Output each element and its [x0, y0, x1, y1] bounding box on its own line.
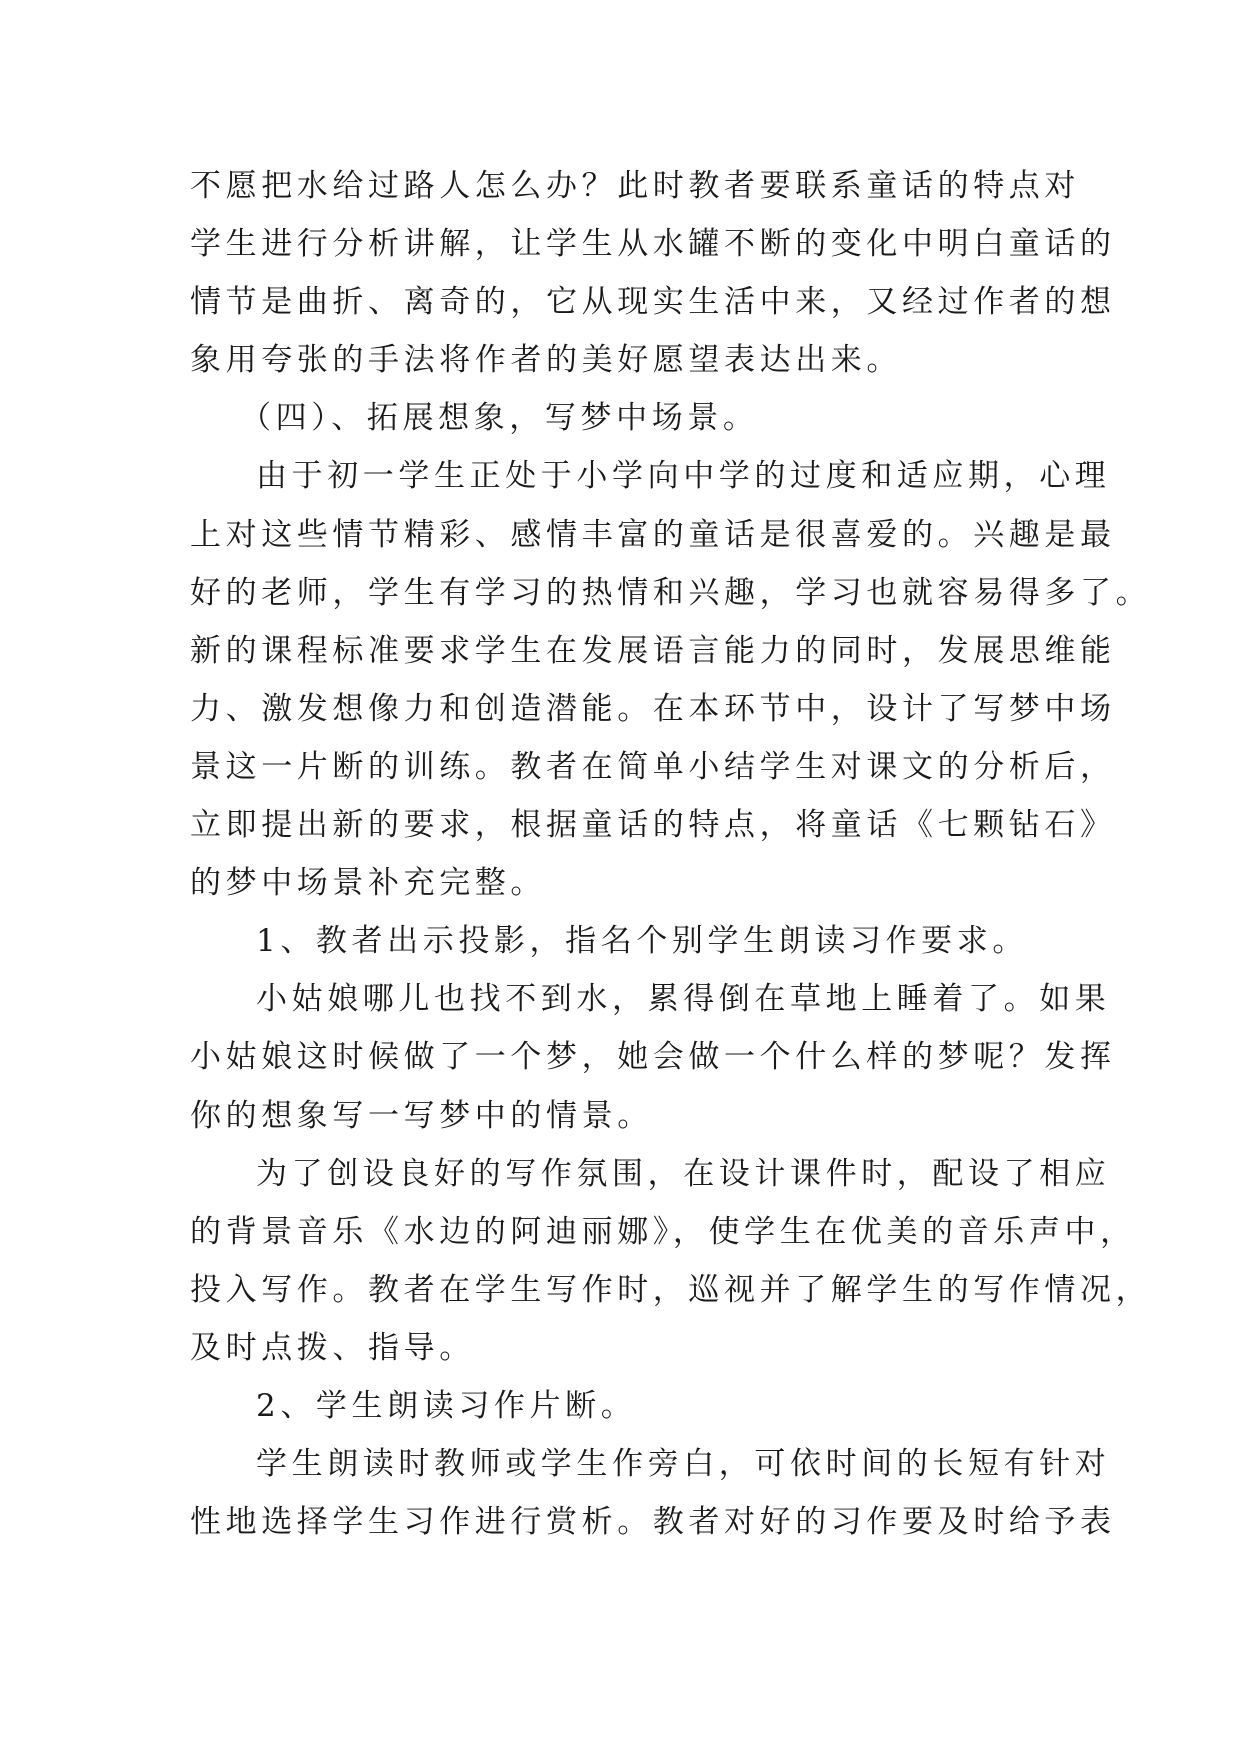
paragraph-start: 学生朗读时教师或学生作旁白，可依时间的长短有针对 [256, 1446, 1111, 1483]
text-line: 不愿把水给过路人怎么办？此时教者要联系童话的特点对 [190, 168, 1080, 204]
text-line: 力、激发想像力和创造潜能。在本环节中，设计了写梦中场 [190, 690, 1116, 727]
body-text [190, 157, 1152, 1551]
text-line: 好的老师，学生有学习的热情和兴趣，学习也就容易得多了。 [190, 574, 1152, 611]
text-line: 性地选择学生习作进行赏析。教者对好的习作要及时给予表 [190, 1504, 1116, 1541]
text-line: 新的课程标准要求学生在发展语言能力的同时，发展思维能 [190, 632, 1116, 669]
section-heading: （四）、拓展想象，写梦中场景。 [240, 400, 759, 437]
text-line: 情节是曲折、离奇的，它从现实生活中来，又经过作者的想 [190, 284, 1116, 321]
text-line: 立即提出新的要求，根据童话的特点，将童话《七颗钻石》 [190, 807, 1116, 844]
text-line: 学生进行分析讲解，让学生从水罐不断的变化中明白童话的 [190, 226, 1116, 263]
text-line: 的梦中场景补充完整。 [190, 865, 546, 902]
text-line: 你的想象写一写梦中的情景。 [190, 1097, 653, 1134]
list-item: 1、教者出示投影，指名个别学生朗读习作要求。 [256, 923, 1028, 960]
text-line: 景这一片断的训练。教者在简单小结学生对课文的分析后， [190, 748, 1116, 785]
text-line: 上对这些情节精彩、感情丰富的童话是很喜爱的。兴趣是最 [190, 516, 1116, 553]
list-item: 2、学生朗读习作片断。 [256, 1387, 637, 1424]
paragraph-start: 小姑娘哪儿也找不到水，累得倒在草地上睡着了。如果 [256, 981, 1111, 1018]
text-line: 的背景音乐《水边的阿迪丽娜》，使学生在优美的音乐声中， [190, 1213, 1136, 1250]
text-line: 投入写作。教者在学生写作时，巡视并了解学生的写作情况， [190, 1271, 1152, 1308]
paragraph-start: 为了创设良好的写作氛围，在设计课件时，配设了相应 [256, 1155, 1111, 1192]
text-line: 象用夸张的手法将作者的美好愿望表达出来。 [190, 342, 902, 379]
paragraph-start: 由于初一学生正处于小学向中学的过度和适应期，心理 [256, 458, 1111, 495]
text-line: 及时点拨、指导。 [190, 1329, 475, 1366]
text-line: 小姑娘这时候做了一个梦，她会做一个什么样的梦呢？发挥 [190, 1039, 1116, 1076]
